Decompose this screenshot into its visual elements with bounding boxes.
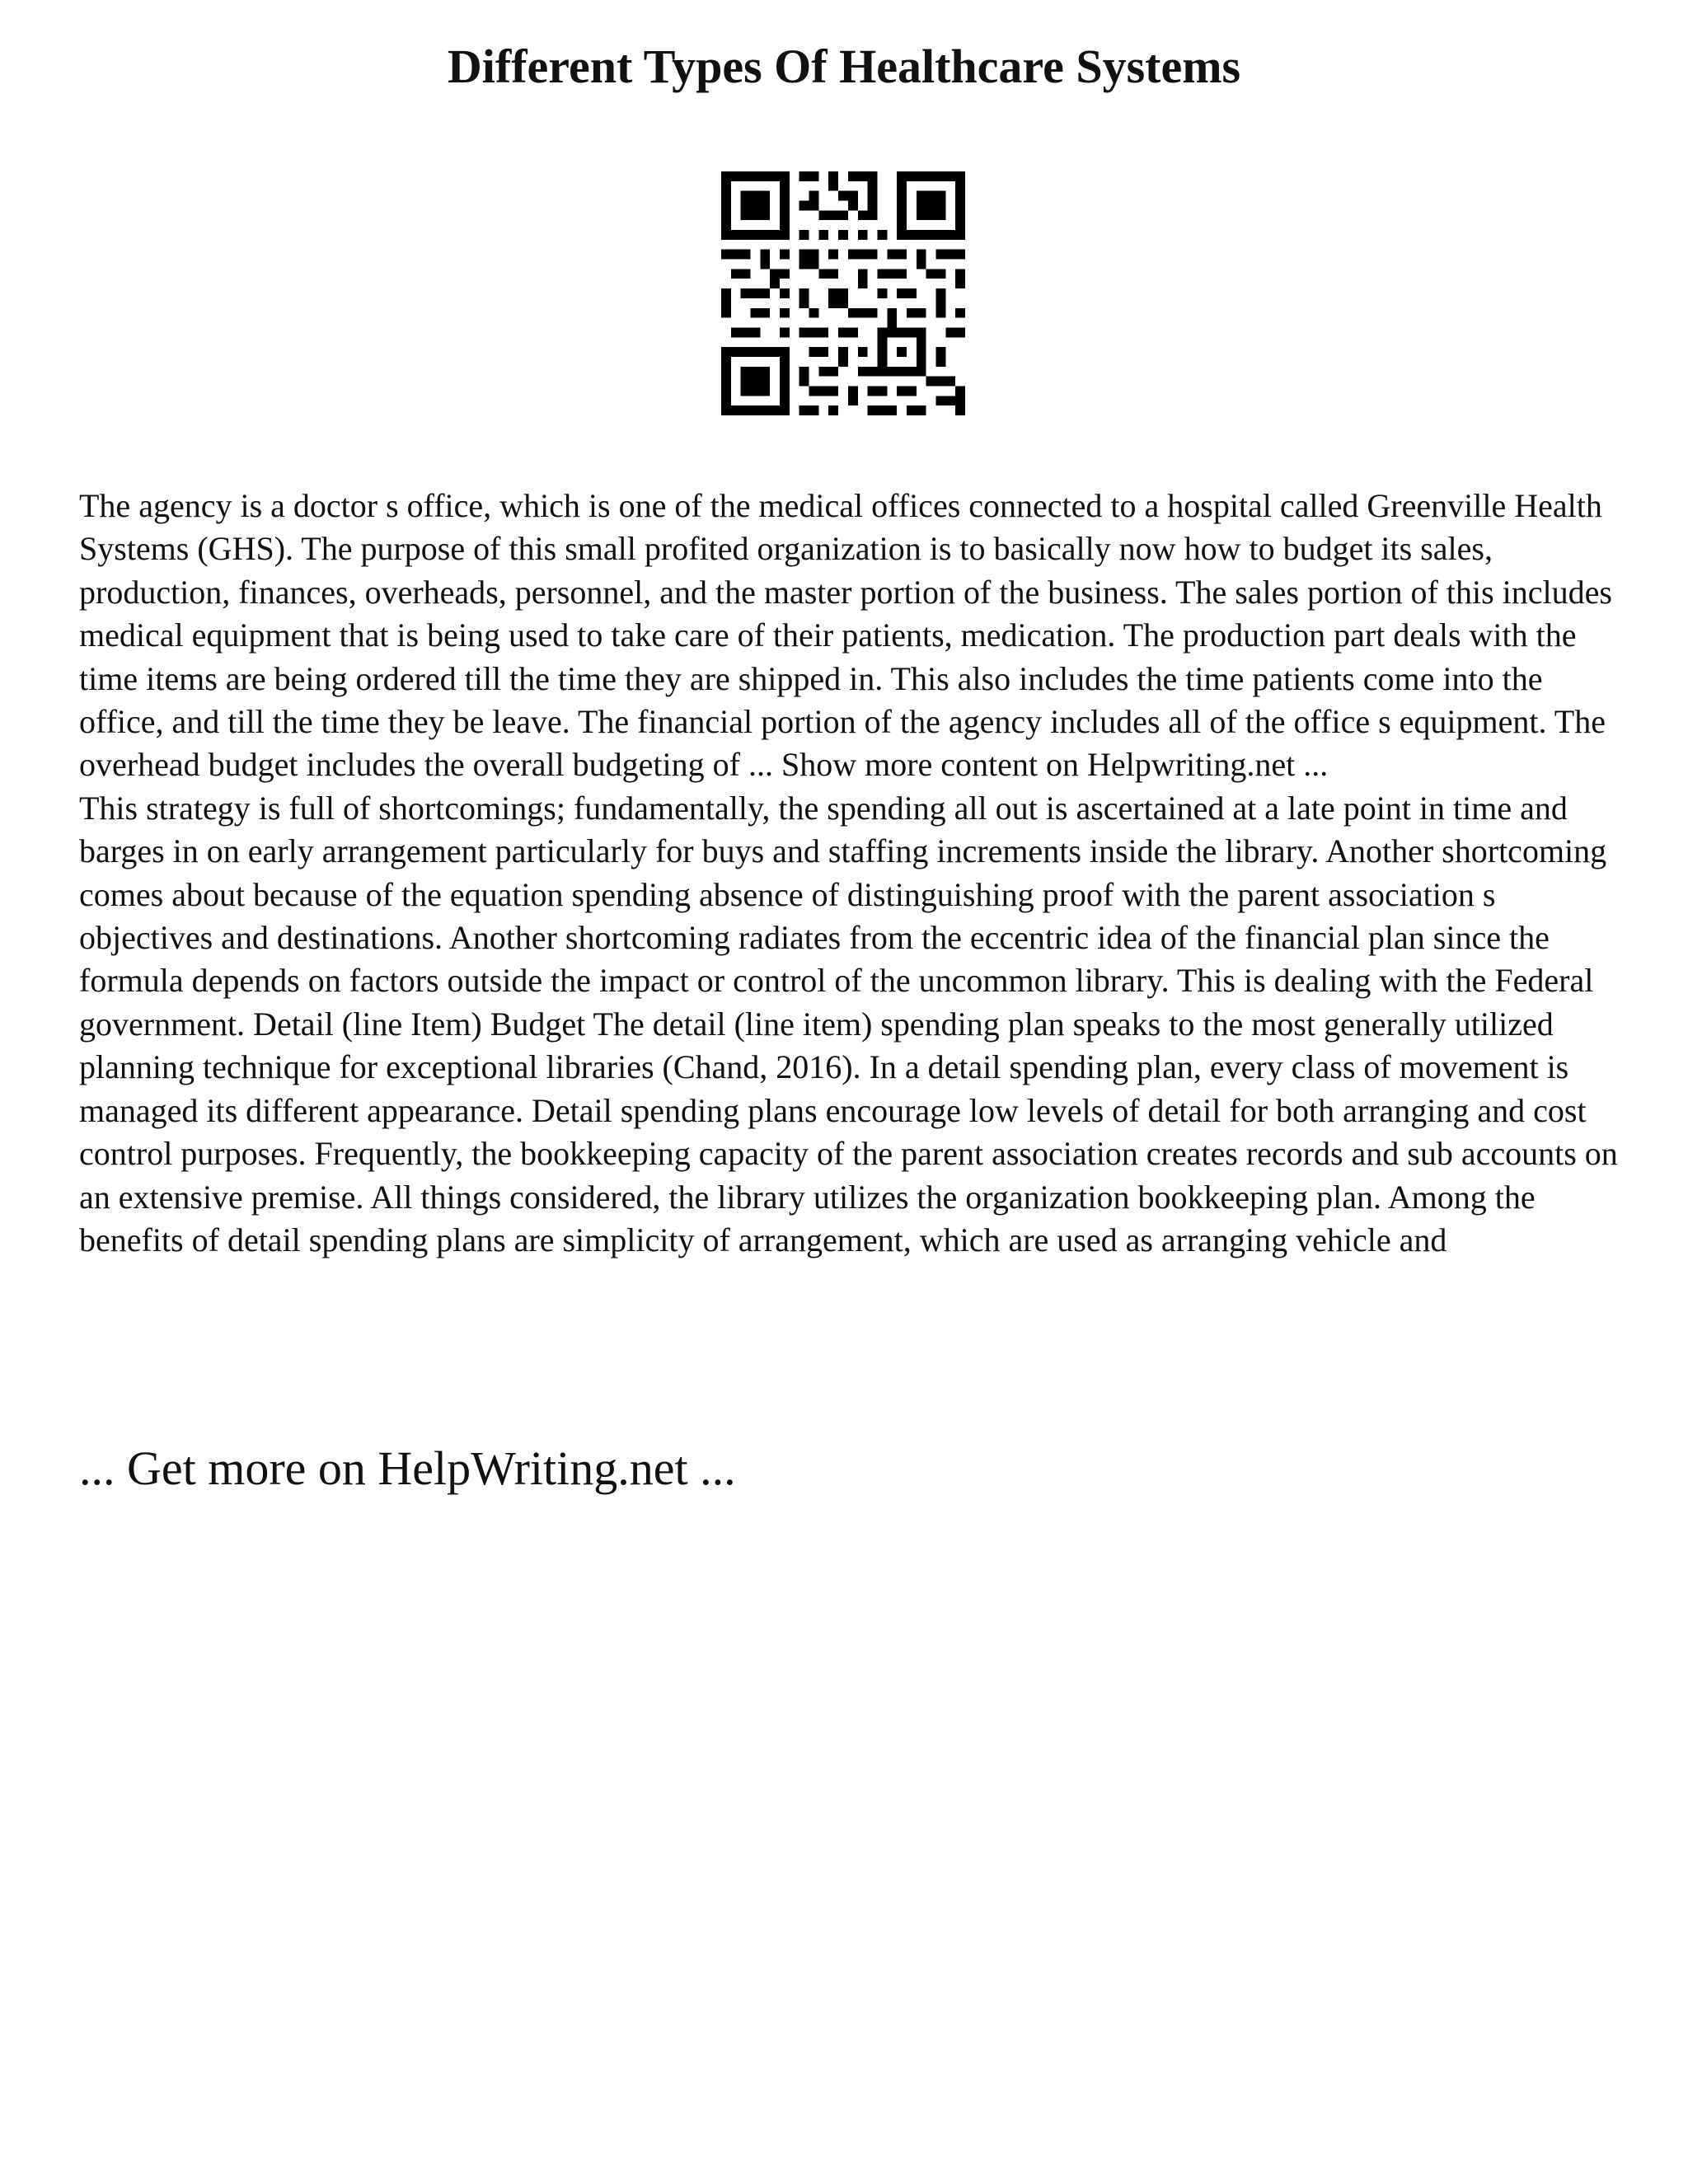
get-more-link[interactable]: ... Get more on HelpWriting.net ... (79, 1441, 736, 1495)
paragraph-1: The agency is a doctor s office, which is one of the medical offices connected to a hospital called Greenville Health Systems (GHS). The purpose of this small profited organization is to basically now how to budget its sales, production, finances, overheads, personnel, and the master portion of the business. The sales portion of this includes medical equipment that is being used to take care of their patients, medication. The production part deals with the time items are being ordered till the time they are shipped in. This also includes the time patients come into the office, and till the time they be leave. The financial portion of the agency includes all of the office s equipment. The overhead budget includes the overall budgeting of ... Show more content on Helpwriting.net ... (79, 487, 1612, 784)
article-body (79, 485, 1629, 1262)
qr-code-image (721, 171, 965, 415)
page-title: Different Types Of Healthcare Systems (447, 40, 1241, 93)
paragraph-2: This strategy is full of shortcomings; fundamentally, the spending all out is ascertained at a late point in time and barges in on early arrangement particularly for buys and staffing increments inside the library. Another shortcoming comes about because of the equation spending absence of distinguishing proof with the parent association s objectives and destinations. Another shortcoming radiates from the eccentric idea of the financial plan since the formula depends on factors outside the impact or control of the uncommon library. This is dealing with the Federal government. Detail (line Item) Budget The detail (line item) spending plan speaks to the most generally utilized planning technique for exceptional libraries (Chand, 2016). In a detail spending plan, every class of movement is managed its different appearance. Detail spending plans encourage low levels of detail for both arranging and cost control purposes. Frequently, the bookkeeping capacity of the parent association creates records and sub accounts on an extensive premise. All things considered, the library utilizes the organization bookkeeping plan. Among the benefits of detail spending plans are simplicity of arrangement, which are used as arranging vehicle and (79, 789, 1618, 1258)
